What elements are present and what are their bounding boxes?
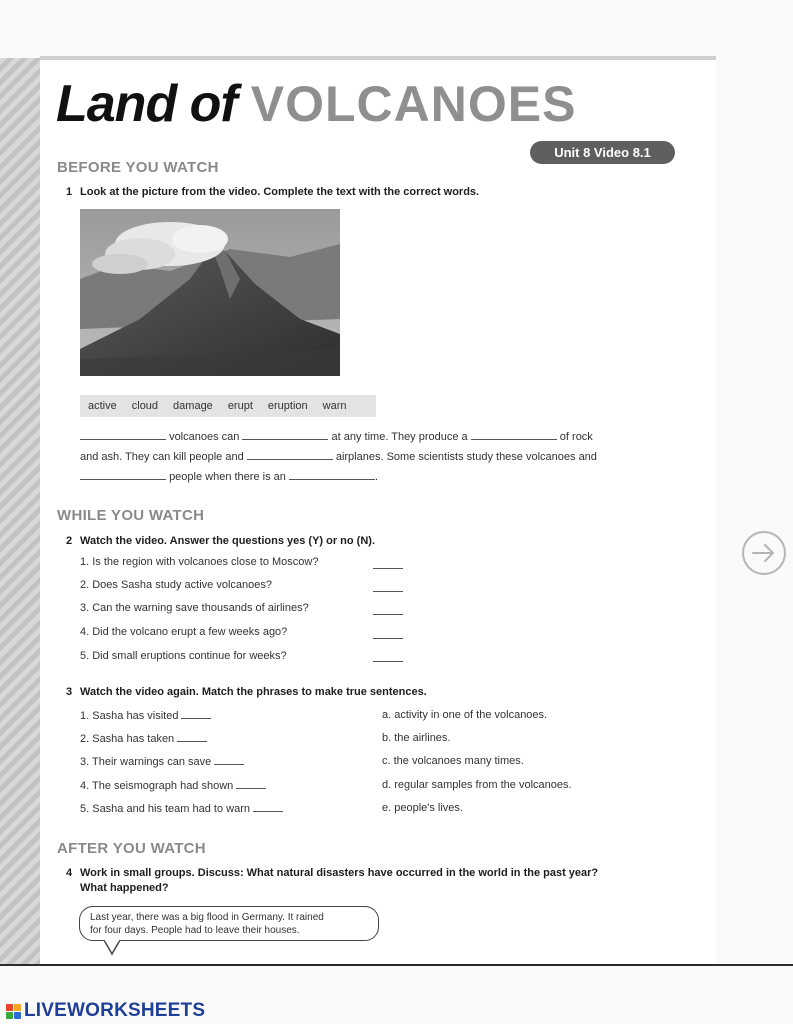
yes-no-blank[interactable]: [373, 661, 403, 662]
word-bank-item: active: [88, 400, 117, 412]
match-blank[interactable]: [181, 709, 211, 719]
q2-item: 4. Did the volcano erupt a few weeks ago?: [80, 626, 288, 638]
q2-item: 5. Did small eruptions continue for weeks?: [80, 650, 287, 662]
speech-bubble: [79, 906, 379, 941]
word-bank-item: damage: [173, 400, 213, 412]
word-bank-item: erupt: [227, 400, 253, 412]
liveworksheets-logo-icon: [6, 1004, 21, 1019]
passage-line-3: [80, 470, 378, 483]
q2-text: Watch the video. Answer the questions yes (Y) or no (N).: [80, 535, 375, 547]
q2-instruction: [66, 535, 375, 547]
answer-blank[interactable]: [242, 430, 328, 440]
match-right-item: e. people's lives.: [382, 802, 463, 814]
q4-text-line-2: What happened?: [80, 882, 169, 894]
title-part-1: Land of: [56, 75, 237, 133]
next-arrow-icon[interactable]: [741, 530, 787, 576]
match-left-item: [80, 779, 266, 792]
q1-number: 1: [66, 186, 73, 198]
bubble-line-2: for four days. People had to leave their houses.: [90, 925, 300, 936]
volcano-photo: [80, 209, 340, 376]
before-heading: BEFORE YOU WATCH: [57, 159, 219, 176]
yes-no-blank[interactable]: [373, 568, 403, 569]
word-bank-item: warn: [322, 400, 347, 412]
q2-item: 2. Does Sasha study active volcanoes?: [80, 579, 273, 591]
match-left-text: 1. Sasha has visited: [80, 710, 179, 722]
liveworksheets-logo: [6, 1000, 205, 1022]
q3-number: 3: [66, 686, 73, 698]
passage-text: and ash. They can kill people and: [80, 451, 244, 463]
match-blank[interactable]: [236, 779, 266, 789]
q1-instruction: [66, 186, 479, 198]
answer-blank[interactable]: [289, 470, 375, 480]
match-right-item: a. activity in one of the volcanoes.: [382, 709, 548, 721]
match-left-item: [80, 755, 244, 768]
speech-bubble-tail: [104, 940, 124, 956]
q4-number: 4: [66, 867, 73, 879]
answer-blank[interactable]: [471, 430, 557, 440]
match-left-text: 5. Sasha and his team had to warn: [80, 803, 250, 815]
side-stripe: [0, 58, 40, 964]
q1-text: Look at the picture from the video. Complete the text with the correct words.: [80, 186, 480, 198]
title-part-2: VOLCANOES: [250, 76, 577, 132]
passage-text: people when there is an: [169, 471, 286, 483]
answer-blank[interactable]: [80, 430, 166, 440]
match-left-item: [80, 732, 207, 745]
match-right-item: d. regular samples from the volcanoes.: [382, 779, 572, 791]
q3-text: Watch the video again. Match the phrases to make true sentences.: [80, 686, 427, 698]
answer-blank[interactable]: [247, 450, 333, 460]
yes-no-blank[interactable]: [373, 614, 403, 615]
q3-instruction: [66, 686, 427, 698]
word-bank-item: eruption: [267, 400, 308, 412]
passage-text: at any time. They produce a: [331, 431, 468, 443]
match-left-text: 3. Their warnings can save: [80, 756, 212, 768]
match-blank[interactable]: [214, 755, 244, 765]
match-blank[interactable]: [177, 732, 207, 742]
after-heading: AFTER YOU WATCH: [57, 840, 206, 857]
yes-no-blank[interactable]: [373, 638, 403, 639]
page-title: [56, 75, 577, 133]
passage-text: of rock: [559, 431, 593, 443]
q4-text-line-1: Work in small groups. Discuss: What natural disasters have occurred in the world in the past year?: [80, 867, 599, 879]
word-bank: [80, 395, 376, 417]
yes-no-blank[interactable]: [373, 591, 403, 592]
q2-item: 1. Is the region with volcanoes close to Moscow?: [80, 556, 319, 568]
match-left-text: 4. The seismograph had shown: [80, 780, 234, 792]
q4-instruction: [66, 867, 598, 879]
match-left-text: 2. Sasha has taken: [80, 733, 175, 745]
passage-line-1: [80, 430, 593, 443]
liveworksheets-brand: LIVEWORKSHEETS: [24, 1000, 206, 1021]
bottom-rule: [0, 964, 793, 966]
word-bank-item: cloud: [131, 400, 159, 412]
while-heading: WHILE YOU WATCH: [57, 507, 205, 524]
passage-text: volcanoes can: [169, 431, 240, 443]
passage-line-2: [80, 450, 597, 463]
match-left-item: [80, 709, 211, 722]
match-blank[interactable]: [253, 802, 283, 812]
passage-text: .: [374, 471, 378, 483]
match-right-item: c. the volcanoes many times.: [382, 755, 524, 767]
match-right-item: b. the airlines.: [382, 732, 451, 744]
answer-blank[interactable]: [80, 470, 166, 480]
passage-text: airplanes. Some scientists study these volcanoes and: [335, 451, 597, 463]
unit-badge: Unit 8 Video 8.1: [530, 141, 675, 164]
q2-number: 2: [66, 535, 73, 547]
q2-item: 3. Can the warning save thousands of airlines?: [80, 602, 309, 614]
match-left-item: [80, 802, 283, 815]
bubble-line-1: Last year, there was a big flood in Germany. It rained: [90, 912, 324, 923]
